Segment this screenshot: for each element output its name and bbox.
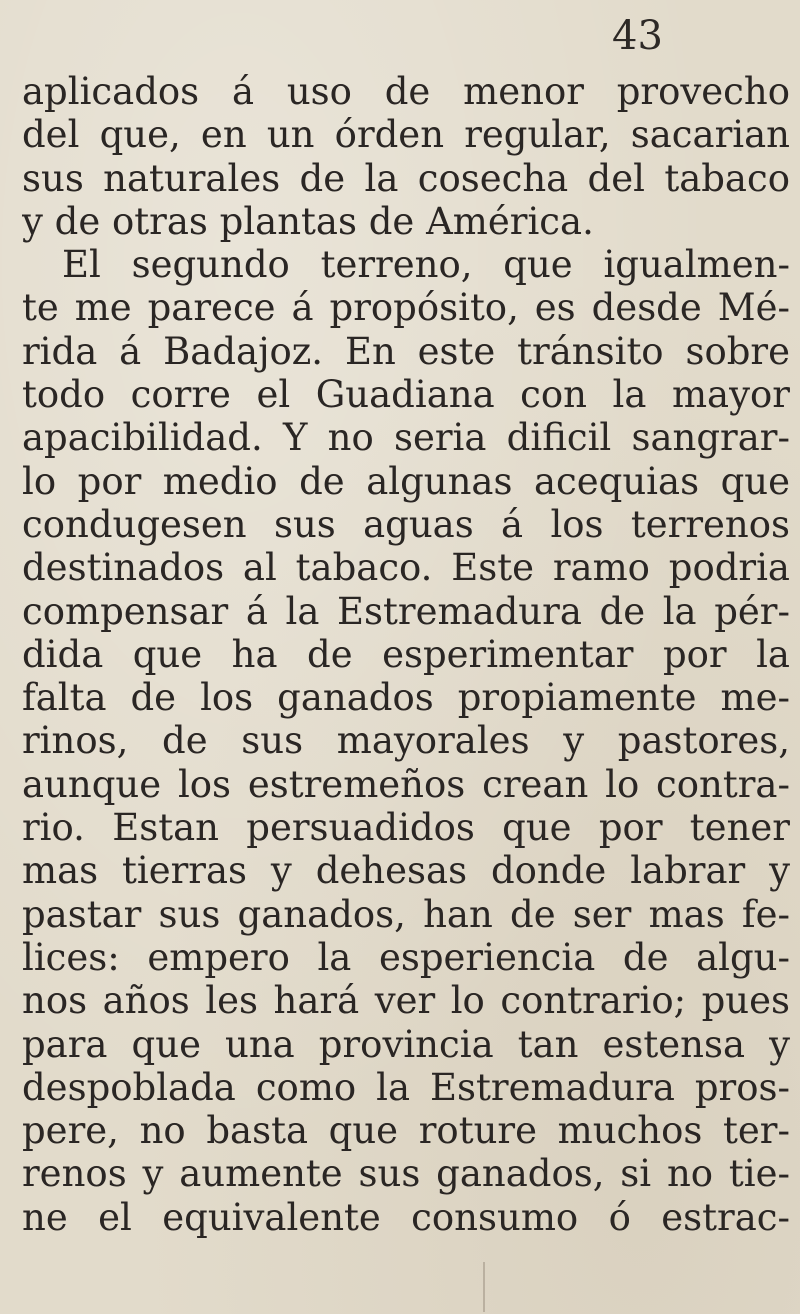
text-line: aunque los estremeños crean lo contra- (22, 762, 790, 806)
page-number: 43 (612, 13, 663, 59)
text-line: pastar sus ganados, han de ser mas fe- (22, 892, 790, 936)
text-line: sus naturales de la cosecha del tabaco (22, 156, 790, 200)
text-line: compensar á la Estremadura de la pér- (22, 589, 790, 633)
text-line: destinados al tabaco. Este ramo podria (22, 546, 790, 590)
text-line: del que, en un órden regular, sacarian (22, 113, 790, 157)
text-line: mas tierras y dehesas donde labrar y (22, 849, 790, 893)
text-line: rida á Badajoz. En este tránsito sobre (22, 329, 790, 373)
text-line: condugesen sus aguas á los terrenos (22, 502, 790, 546)
text-line: ne el equivalente consumo ó estrac- (22, 1195, 790, 1239)
text-line: lo por medio de algunas acequias que (22, 459, 790, 503)
text-line: lices: empero la esperiencia de algu- (22, 935, 790, 979)
text-line: El segundo terreno, que igualmen- (62, 243, 790, 287)
paper-crease (483, 1262, 485, 1312)
text-line: renos y aumente sus ganados, si no tie- (22, 1152, 790, 1196)
text-line: despoblada como la Estremadura pros- (22, 1065, 790, 1109)
text-line: te me parece á propósito, es desde Mé- (22, 286, 790, 330)
text-line: dida que ha de esperimentar por la (22, 632, 790, 676)
text-line: y de otras plantas de América. (22, 199, 594, 243)
text-line: aplicados á uso de menor provecho (22, 70, 790, 113)
text-line: pere, no basta que roture muchos ter- (22, 1109, 790, 1153)
text-line: nos años les hará ver lo contrario; pues (22, 979, 790, 1023)
text-line: rio. Estan persuadidos que por tener (22, 806, 790, 850)
text-line: apacibilidad. Y no seria dificil sangrar- (22, 416, 790, 460)
text-line: falta de los ganados propiamente me- (22, 676, 790, 720)
text-line: para que una provincia tan estensa y (22, 1022, 790, 1066)
text-line: rinos, de sus mayorales y pastores, (22, 719, 790, 763)
body-text (22, 70, 790, 1239)
text-line: todo corre el Guadiana con la mayor (22, 373, 790, 417)
